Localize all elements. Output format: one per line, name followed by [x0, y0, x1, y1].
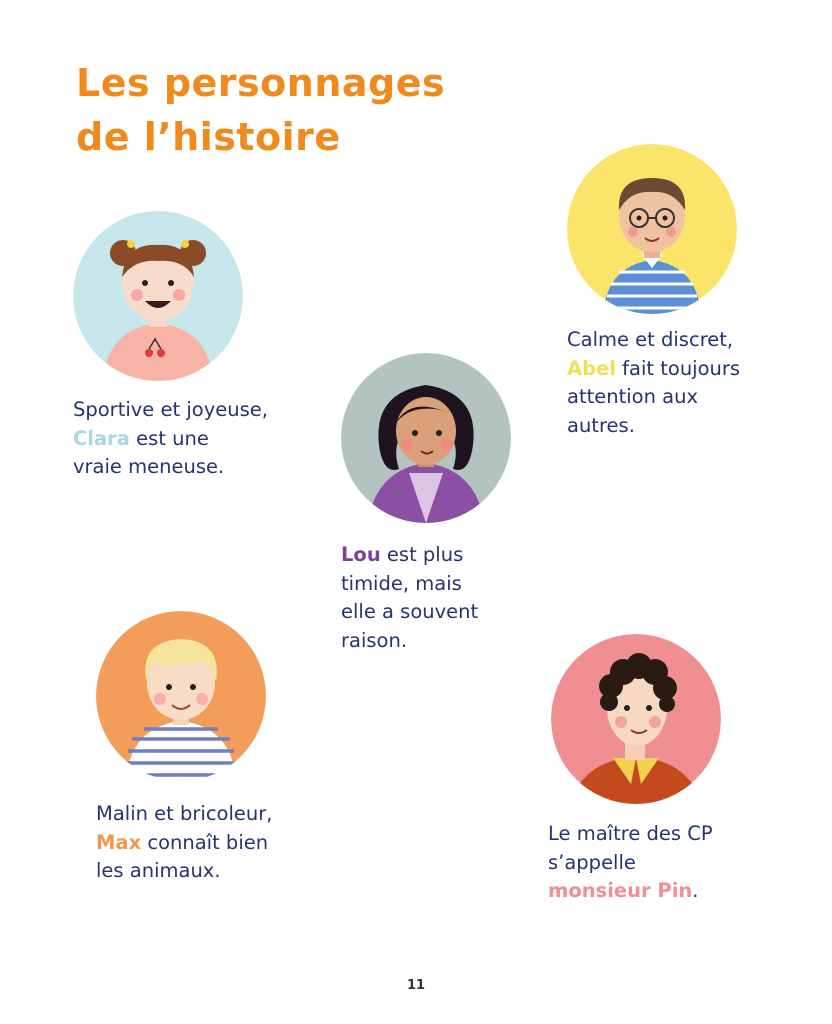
- abel-portrait: [567, 144, 737, 314]
- pin-name: monsieur Pin: [548, 879, 693, 902]
- page-number: 11: [406, 978, 426, 993]
- clara-name: Clara: [73, 426, 130, 450]
- lou-description: Lou est plus timide, mais elle a souvent raison.: [341, 543, 479, 652]
- max-name: Max: [96, 830, 142, 854]
- page-title: [76, 56, 445, 164]
- abel-description: Calme et discret, Abel fait toujours attention aux autres.: [567, 328, 741, 437]
- lou-name: Lou: [341, 543, 381, 566]
- pin-portrait: [551, 634, 721, 804]
- lou-portrait: [341, 353, 511, 523]
- max-description: Malin et bricoleur, Max connaît bien les animaux.: [96, 802, 273, 882]
- clara-portrait: [73, 211, 243, 381]
- abel-name: Abel: [567, 356, 616, 380]
- max-portrait: [96, 611, 266, 781]
- pin-description: Le maître des CP s’appelle monsieur Pin.: [548, 822, 713, 902]
- title-line-2: de l’histoire: [76, 115, 341, 159]
- title-line-1: Les personnages: [76, 61, 446, 105]
- clara-description: Sportive et joyeuse, Clara est une vraie meneuse.: [73, 398, 268, 478]
